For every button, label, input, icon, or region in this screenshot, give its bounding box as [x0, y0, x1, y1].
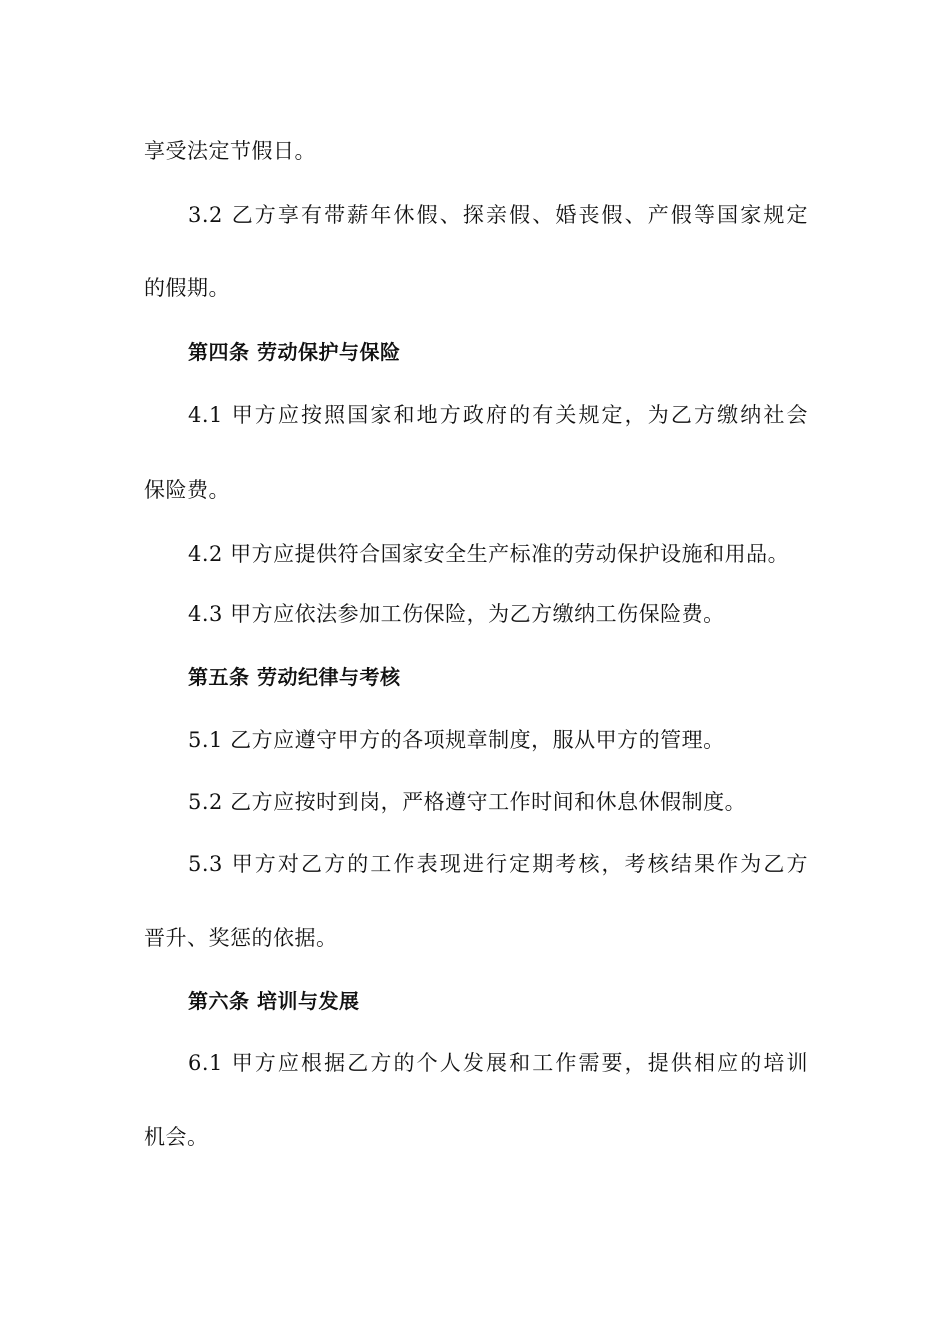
article-4-heading: 第四条 劳动保护与保险	[188, 340, 401, 364]
clause-4-2: 4.2 甲方应提供符合国家安全生产标准的劳动保护设施和用品。	[188, 542, 790, 566]
clause-5-1: 5.1 乙方应遵守甲方的各项规章制度，服从甲方的管理。	[188, 728, 725, 752]
article-5-heading: 第五条 劳动纪律与考核	[188, 665, 401, 689]
paragraph-line: 机会。	[144, 1125, 209, 1149]
clause-5-2: 5.2 乙方应按时到岗，严格遵守工作时间和休息休假制度。	[188, 790, 747, 814]
paragraph-line: 享受法定节假日。	[144, 139, 316, 163]
clause-6-1: 6.1 甲方应根据乙方的个人发展和工作需要，提供相应的培训	[188, 1051, 808, 1075]
paragraph-line: 的假期。	[144, 276, 230, 300]
article-6-heading: 第六条 培训与发展	[188, 989, 360, 1013]
clause-3-2: 3.2 乙方享有带薪年休假、探亲假、婚丧假、产假等国家规定	[188, 203, 808, 227]
clause-4-1: 4.1 甲方应按照国家和地方政府的有关规定，为乙方缴纳社会	[188, 403, 808, 427]
clause-5-3: 5.3 甲方对乙方的工作表现进行定期考核，考核结果作为乙方	[188, 852, 808, 876]
paragraph-line: 晋升、奖惩的依据。	[144, 926, 338, 950]
clause-4-3: 4.3 甲方应依法参加工伤保险，为乙方缴纳工伤保险费。	[188, 602, 725, 626]
paragraph-line: 保险费。	[144, 478, 230, 502]
